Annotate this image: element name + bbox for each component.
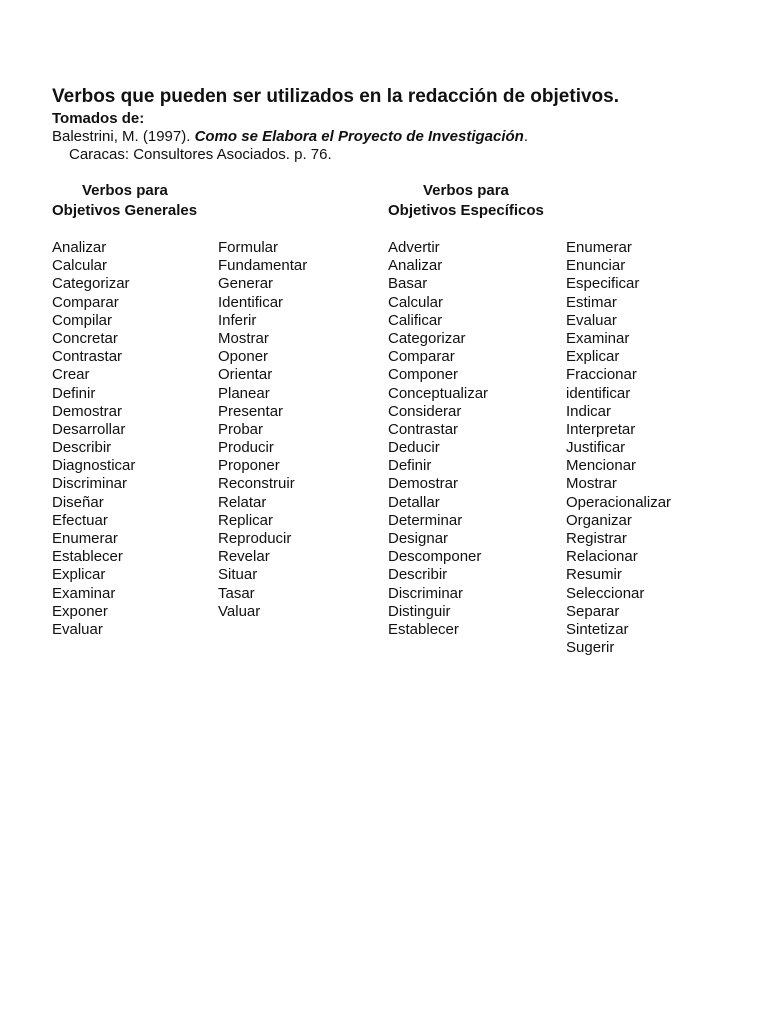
verb-item: Diseñar: [52, 493, 104, 511]
especificos-heading-line-1: Verbos para: [423, 182, 509, 199]
verb-item: Explicar: [52, 566, 106, 584]
verb-item: Situar: [218, 566, 258, 584]
verb-item: Concretar: [52, 329, 118, 347]
document-title: Verbos que pueden ser utilizados en la redacción de objetivos.: [52, 86, 619, 107]
verb-item: Fraccionar: [566, 366, 637, 384]
verb-item: Conceptualizar: [388, 384, 489, 402]
verb-item: Basar: [388, 275, 428, 293]
verb-item: Contrastar: [388, 420, 459, 438]
verb-item: Formular: [218, 239, 279, 256]
verb-item: Valuar: [218, 602, 261, 620]
verb-item: Oponer: [218, 348, 269, 366]
verb-item: Reproducir: [218, 530, 292, 547]
verb-item: Examinar: [52, 584, 116, 602]
verb-item: Considerar: [388, 402, 462, 420]
verb-item: Justificar: [566, 439, 626, 457]
verb-item: Explicar: [566, 348, 620, 366]
verb-item: Exponer: [52, 602, 108, 620]
verb-item: Enumerar: [566, 239, 632, 256]
verb-item: Componer: [388, 366, 459, 384]
verb-item: Mencionar: [566, 457, 637, 475]
verb-item: Seleccionar: [566, 584, 645, 602]
verb-item: Inferir: [218, 311, 257, 329]
citation-line-1: [52, 128, 528, 145]
verb-item: Resumir: [566, 566, 622, 584]
generales-heading-line-2: Objetivos Generales: [52, 202, 198, 219]
verb-item: Analizar: [52, 239, 107, 256]
verb-item: Evaluar: [566, 311, 617, 329]
generales-column-1: [52, 239, 135, 639]
verb-item: Replicar: [218, 511, 274, 529]
verb-item: Crear: [52, 366, 90, 384]
verb-item: Producir: [218, 439, 274, 457]
verb-item: Estimar: [566, 293, 617, 311]
verb-item: Deducir: [388, 439, 440, 457]
verb-item: Compilar: [52, 311, 113, 329]
verb-item: Separar: [566, 602, 620, 620]
verb-item: Reconstruir: [218, 475, 295, 493]
verb-item: Categorizar: [52, 275, 130, 293]
verb-item: Registrar: [566, 530, 627, 547]
verb-item: Mostrar: [566, 475, 617, 493]
verb-item: Designar: [388, 530, 449, 547]
verb-item: Establecer: [52, 548, 123, 566]
citation-period: .: [523, 128, 529, 145]
verb-item: Descomponer: [388, 548, 482, 566]
verb-item: Presentar: [218, 402, 284, 420]
generales-heading-line-1: Verbos para: [82, 182, 168, 199]
verb-item: Planear: [218, 384, 270, 402]
verb-item: Identificar: [218, 293, 284, 311]
verb-item: Probar: [218, 420, 264, 438]
verb-item: Sugerir: [566, 639, 615, 657]
verb-item: Enumerar: [52, 530, 118, 547]
verb-item: Especificar: [566, 275, 640, 293]
verb-item: Orientar: [218, 366, 273, 384]
verb-item: Relacionar: [566, 548, 638, 566]
verb-item: Demostrar: [388, 475, 459, 493]
especificos-column-1: [388, 239, 488, 639]
verb-item: Calificar: [388, 311, 443, 329]
especificos-heading-line-2: Objetivos Específicos: [388, 202, 544, 219]
citation-author-year: Balestrini, M. (1997).: [52, 128, 195, 145]
citation-book-title: Como se Elabora el Proyecto de Investigación: [194, 128, 524, 145]
verb-item: identificar: [566, 384, 631, 402]
verb-item: Analizar: [388, 257, 443, 275]
verb-item: Fundamentar: [218, 257, 308, 275]
verb-item: Generar: [218, 275, 274, 293]
verb-item: Sintetizar: [566, 620, 629, 638]
verb-item: Indicar: [566, 402, 612, 420]
verb-item: Advertir: [388, 239, 440, 256]
verb-item: Relatar: [218, 493, 267, 511]
verb-item: Diagnosticar: [52, 457, 136, 475]
especificos-column-2: [566, 239, 671, 657]
citation-line-2: Caracas: Consultores Asociados. p. 76.: [69, 146, 332, 163]
verb-item: Calcular: [388, 293, 444, 311]
generales-column-2: [218, 239, 307, 621]
verb-item: Establecer: [388, 620, 459, 638]
verb-item: Describir: [388, 566, 448, 584]
verb-item: Detallar: [388, 493, 440, 511]
verb-item: Discriminar: [52, 475, 127, 493]
verb-item: Contrastar: [52, 348, 123, 366]
verb-item: Discriminar: [388, 584, 463, 602]
verb-item: Definir: [52, 384, 96, 402]
verb-item: Desarrollar: [52, 420, 126, 438]
verb-item: Examinar: [566, 329, 630, 347]
verb-item: Comparar: [52, 293, 119, 311]
verb-item: Mostrar: [218, 329, 269, 347]
verb-item: Calcular: [52, 257, 108, 275]
verb-item: Interpretar: [566, 420, 636, 438]
source-label: Tomados de:: [52, 110, 145, 127]
verb-item: Enunciar: [566, 257, 626, 275]
verb-item: Comparar: [388, 348, 455, 366]
verb-item: Definir: [388, 457, 432, 475]
verb-item: Proponer: [218, 457, 280, 475]
verb-item: Organizar: [566, 511, 632, 529]
verb-item: Demostrar: [52, 402, 123, 420]
verb-item: Evaluar: [52, 620, 103, 638]
verb-item: Operacionalizar: [566, 493, 672, 511]
verb-item: Describir: [52, 439, 112, 457]
verb-item: Determinar: [388, 511, 463, 529]
verb-item: Distinguir: [388, 602, 451, 620]
verb-item: Efectuar: [52, 511, 108, 529]
verb-item: Revelar: [218, 548, 270, 566]
verb-item: Tasar: [218, 584, 255, 602]
verb-item: Categorizar: [388, 329, 466, 347]
